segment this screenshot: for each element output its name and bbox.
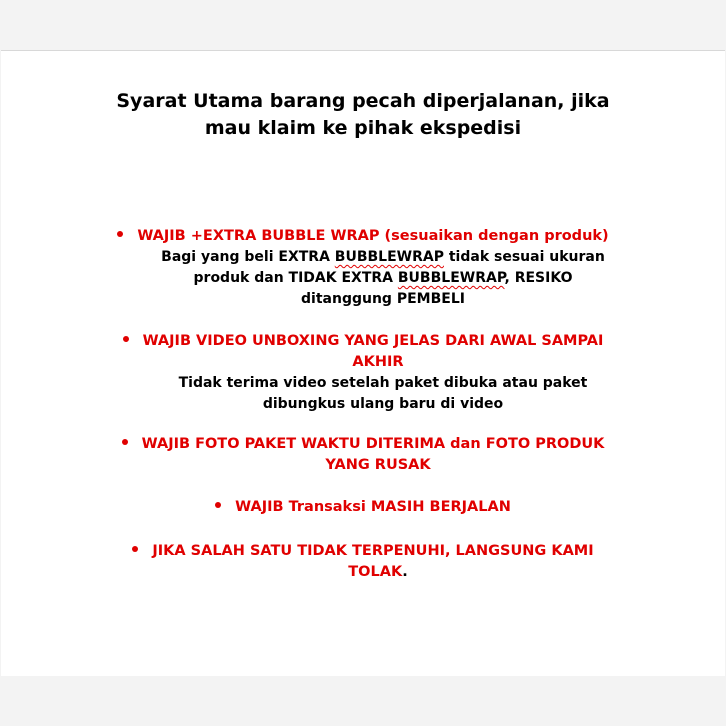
bullet-dot-icon [123,336,129,342]
rule-2-body-line-2: dibungkus ulang baru di video [262,396,504,412]
rule-2-heading-line-1 [0,331,726,352]
rule-2-body-line-1: Tidak terima video setelah paket dibuka atau paket [178,375,588,391]
rule-1-body-1c: tidak sesuai ukuran [443,249,605,265]
bullet-dot-icon [215,502,221,508]
rule-1-heading-text: WAJIB +EXTRA BUBBLE WRAP (sesuaikan dengan produk) [137,228,609,244]
document-title [0,88,726,142]
rule-2-heading-line-2: AKHIR [352,354,404,370]
rule-1-body-line-2 [0,268,726,289]
rule-5-period: . [402,564,408,580]
bullet-dot-icon [117,231,123,237]
bullet-dot-icon [132,546,138,552]
title-line-2: mau klaim ke pihak ekspedisi [204,117,522,139]
rule-1-body-2c: , RESIKO [504,270,573,286]
rule-1-body-line-3: ditanggung PEMBELI [301,291,465,307]
rule-3-heading-line-2: YANG RUSAK [325,457,431,473]
rule-2-heading-text-1: WAJIB VIDEO UNBOXING YANG JELAS DARI AWAL SAMPAI [142,333,604,349]
rule-1-heading [0,226,726,247]
rule-1-body-1b: BUBBLEWRAP [334,249,444,265]
rule-5-heading-line-1 [0,541,726,562]
rule-3-heading-line-1 [0,434,726,455]
bullet-dot-icon [122,439,128,445]
rule-5-heading-line-2 [0,562,726,583]
rule-1-body-2b: BUBBLEWRAP [397,270,505,286]
rule-1-body-line-1 [0,247,726,268]
rule-1-body-1a: Bagi yang beli EXTRA [161,249,335,265]
title-line-1: Syarat Utama barang pecah diperjalanan, jika [116,90,610,112]
rule-1-body-2a: produk dan TIDAK EXTRA [193,270,398,286]
rule-5-heading-text-1: JIKA SALAH SATU TIDAK TERPENUHI, LANGSUNG KAMI [152,543,594,559]
rule-3-heading-text-1: WAJIB FOTO PAKET WAKTU DITERIMA dan FOTO PRODUK [141,436,605,452]
rule-4-heading-text: WAJIB Transaksi MASIH BERJALAN [235,499,511,515]
rule-4-heading [0,497,726,518]
rule-5-heading-text-2: TOLAK [348,564,403,580]
